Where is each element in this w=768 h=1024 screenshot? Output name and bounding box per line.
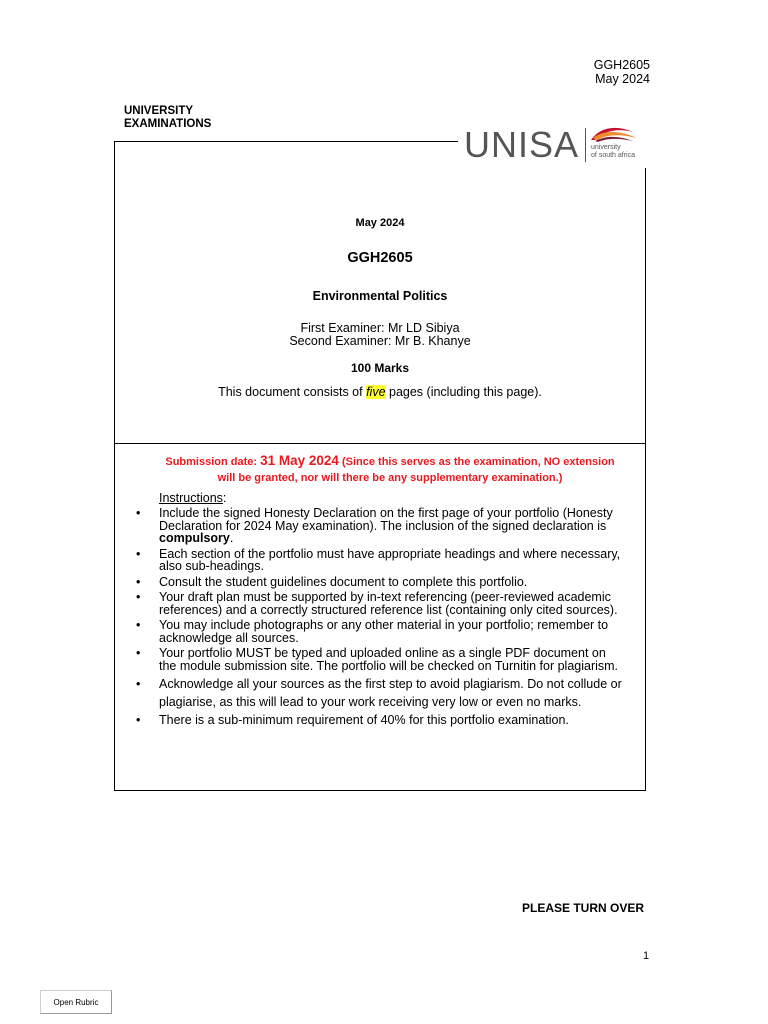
bullet-icon: •	[136, 713, 141, 727]
logo-sub-line-1: university	[591, 144, 621, 151]
logo-sub-line-2: of south africa	[591, 152, 635, 159]
page-number: 1	[643, 950, 650, 962]
second-examiner: Second Examiner: Mr B. Khanye	[289, 334, 471, 348]
bullet-icon: •	[136, 618, 141, 632]
header-course-info	[560, 58, 650, 86]
header-course-code: GGH2605	[593, 58, 650, 72]
section-divider	[115, 443, 645, 444]
flame-icon	[589, 122, 641, 144]
bullet-icon: •	[136, 546, 141, 561]
total-marks: 100 Marks	[350, 361, 410, 375]
bullet-icon: •	[136, 677, 141, 691]
bullet-icon: •	[136, 574, 141, 589]
submission-label: Submission date:	[165, 456, 261, 468]
cover-month: May 2024	[355, 217, 405, 229]
unisa-logo	[458, 122, 650, 168]
cover-title: Environmental Politics	[312, 289, 448, 303]
instruction-text: Consult the student guidelines document to complete this portfolio.	[159, 574, 528, 589]
instruction-text: Include the signed Honesty Declaration on the first page of your portfolio (Honesty Declaration for 2024 May examination). The inclusion of the signed declaration is	[159, 506, 613, 533]
instruction-bold: compulsory	[159, 531, 230, 545]
instruction-text: Your portfolio MUST be typed and uploaded online as a single PDF document on the module submission site. The portfolio will be checked on Turnitin for plagiarism.	[159, 646, 619, 673]
instructions-list	[136, 507, 622, 729]
list-item	[136, 576, 622, 589]
instructions-heading-text: Instructions	[159, 491, 223, 505]
list-item	[136, 675, 622, 711]
instruction-text: Your draft plan must be supported by in-text referencing (peer-reviewed academic references) and a correctly structured reference list (containing only cited sources).	[159, 590, 618, 617]
list-item	[136, 619, 622, 644]
instructions-heading: Instructions:	[159, 491, 227, 505]
list-item	[136, 591, 622, 616]
page-count-statement	[114, 385, 646, 399]
logo-wordmark: UNISA	[464, 124, 580, 165]
submission-date-notice	[160, 453, 620, 486]
list-item	[136, 647, 622, 672]
submission-note: (Since this serves as the examination, NO extension will be granted, nor will there be any supplementary examination.)	[217, 456, 615, 484]
logo-emblem	[589, 122, 641, 168]
examiners	[114, 322, 646, 348]
pages-suffix: pages (including this page).	[385, 385, 542, 399]
instruction-text-post: .	[229, 531, 234, 545]
bullet-icon: •	[136, 590, 141, 604]
logo-separator	[585, 128, 586, 162]
bullet-icon: •	[136, 506, 141, 520]
first-examiner: First Examiner: Mr LD Sibiya	[300, 321, 460, 335]
please-turn-over: PLEASE TURN OVER	[522, 901, 645, 915]
pages-prefix: This document consists of	[218, 385, 367, 399]
univ-line-2: EXAMINATIONS	[124, 118, 212, 130]
submission-date: 31 May 2024	[260, 453, 339, 468]
bullet-icon: •	[136, 646, 141, 660]
univ-line-1: UNIVERSITY	[124, 105, 194, 117]
open-rubric-button[interactable]: Open Rubric	[40, 990, 112, 1014]
list-item	[136, 548, 622, 573]
university-examinations-label	[124, 105, 211, 131]
instruction-text: You may include photographs or any other material in your portfolio; remember to acknowledge all sources.	[159, 618, 609, 645]
instruction-text: There is a sub-minimum requirement of 40% for this portfolio examination.	[159, 713, 569, 727]
pages-word-highlight: five	[366, 385, 386, 399]
list-item	[136, 507, 622, 545]
header-date: May 2024	[595, 72, 650, 86]
instruction-text: Acknowledge all your sources as the first step to avoid plagiarism. Do not collude or plagiarise, as this will lead to your work receiving very low or even no marks.	[159, 677, 622, 709]
cover-course-code: GGH2605	[347, 250, 413, 266]
list-item	[136, 711, 622, 729]
instruction-text: Each section of the portfolio must have appropriate headings and where necessary, also sub-headings.	[159, 546, 621, 573]
logo-subtitle	[591, 144, 635, 160]
